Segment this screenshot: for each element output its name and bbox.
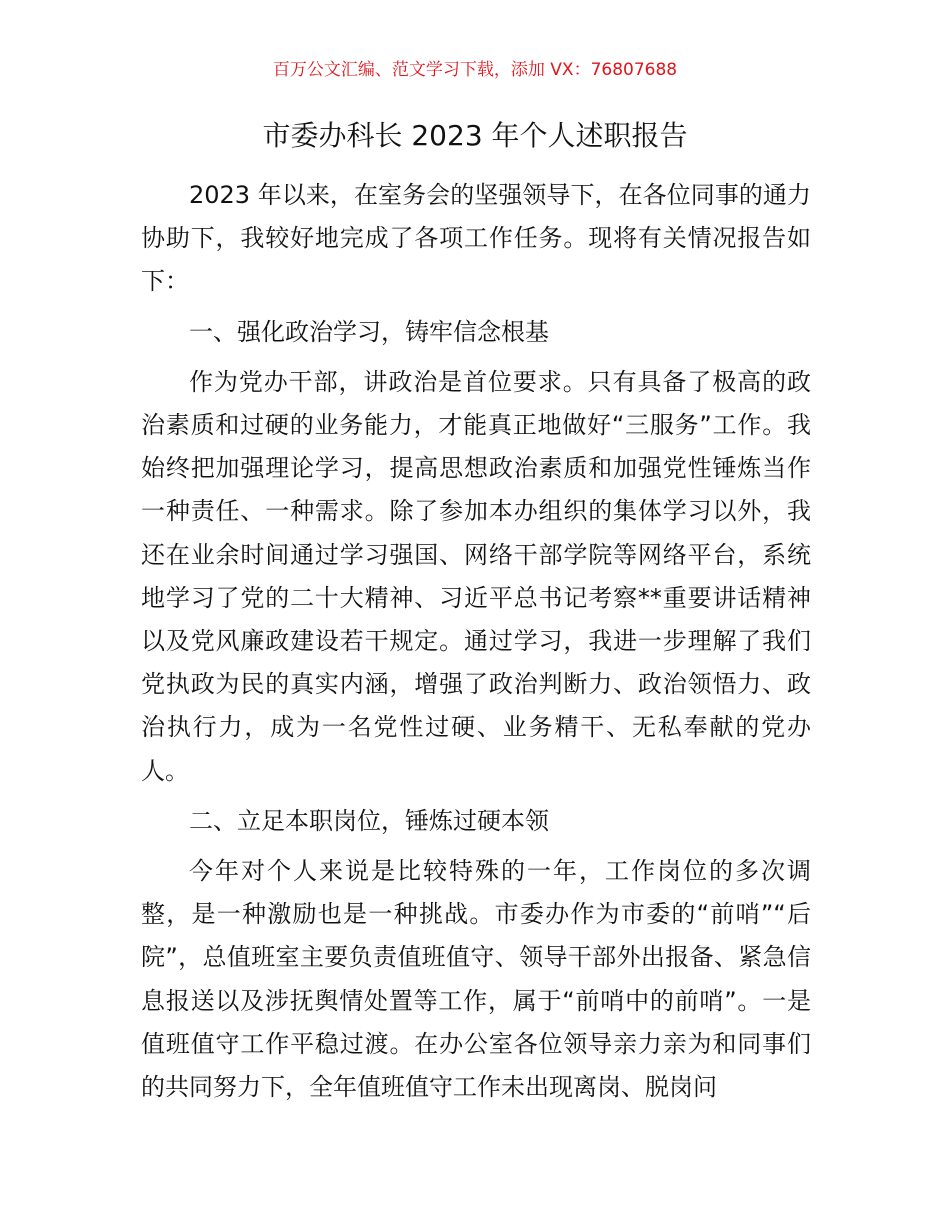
section-2-paragraph: 今年对个人来说是比较特殊的一年，工作岗位的多次调整，是一种激励也是一种挑战。市委办作为市委的“前哨”“后院”，总值班室主要负责值班值守、领导干部外出报备、紧急信息报送以及涉抚舆情处置等工作，属于“前哨中的前哨”。一是值班值守工作平稳过渡。在办公室各位领导亲力亲为和同事们的共同努力下，全年值班值守工作未出现离岗、脱岗问	[141, 857, 811, 1102]
document-body	[141, 174, 811, 1109]
section-heading-2: 二、立足本职岗位，锤炼过硬本领	[189, 806, 549, 835]
section-1-paragraph: 作为党办干部，讲政治是首位要求。只有具备了极高的政治素质和过硬的业务能力，才能真正地做好“三服务”工作。我始终把加强理论学习，提高思想政治素质和加强党性锤炼当作一种责任、一种需求。除了参加本办组织的集体学习以外，我还在业余时间通过学习强国、网络干部学院等网络平台，系统地学习了党的二十大精神、习近平总书记考察**重要讲话精神以及党风廉政建设若干规定。通过学习，我进一步理解了我们党执政为民的真实内涵，增强了政治判断力、政治领悟力、政治执行力，成为一名党性过硬、业务精干、无私奉献的党办人。	[141, 367, 811, 785]
intro-paragraph: 2023 年以来，在室务会的坚强领导下，在各位同事的通力协助下，我较好地完成了各项工作任务。现将有关情况报告如下：	[141, 181, 811, 296]
document-title: 市委办科长 2023 年个人述职报告	[262, 119, 688, 152]
section-heading-1: 一、强化政治学习，铸牢信念根基	[189, 317, 549, 346]
watermark-text: 百万公文汇编、范文学习下载，添加 VX：76807688	[272, 60, 678, 80]
